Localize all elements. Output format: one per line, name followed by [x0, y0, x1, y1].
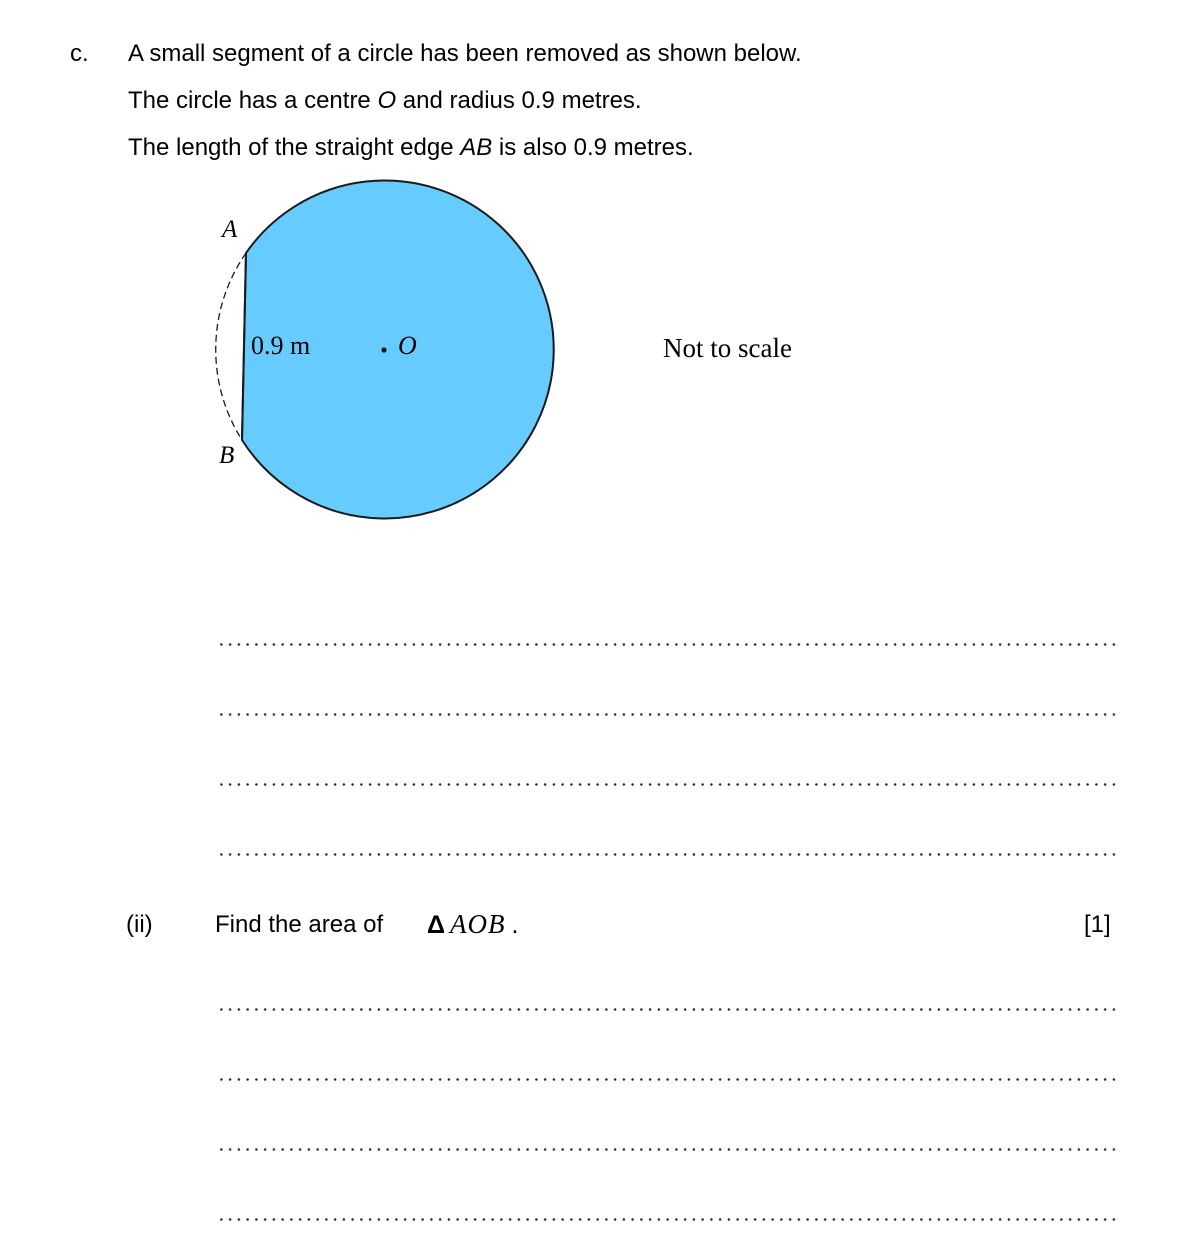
answer-line[interactable]	[217, 783, 1119, 786]
centre-label: O	[377, 87, 397, 114]
edge-label: AB	[460, 134, 493, 161]
not-to-scale-note: Not to scale	[663, 333, 792, 363]
point-b-label: B	[219, 442, 235, 469]
centre-o-label: O	[398, 331, 417, 360]
sentence-end: .	[511, 911, 519, 939]
sub-question-label: (ii)	[126, 911, 153, 938]
answer-line[interactable]	[217, 1218, 1119, 1221]
question-line-3-end: is also 0.9 metres.	[492, 134, 694, 161]
answer-line[interactable]	[217, 713, 1119, 716]
question-line-1: A small segment of a circle has been removed as shown below.	[128, 40, 802, 67]
sub-question-text: Find the area of	[215, 911, 384, 938]
point-a-label: A	[222, 216, 238, 243]
question-line-2-start: The circle has a centre	[128, 87, 378, 114]
triangle-name: AOB	[449, 909, 506, 939]
answer-line[interactable]	[217, 1008, 1119, 1011]
question-line-3-start: The length of the straight edge	[128, 134, 461, 161]
part-label: c.	[70, 40, 89, 67]
answer-line[interactable]	[217, 643, 1119, 646]
answer-line[interactable]	[217, 853, 1119, 856]
removed-segment-arc	[216, 253, 246, 440]
question-line-2-end: and radius 0.9 metres.	[396, 87, 642, 114]
triangle-notation	[427, 909, 518, 940]
centre-point	[381, 347, 386, 352]
answer-line[interactable]	[217, 1148, 1119, 1151]
triangle-symbol: Δ	[427, 911, 445, 939]
chord-length-label: 0.9 m	[251, 331, 311, 360]
answer-line[interactable]	[217, 1078, 1119, 1081]
marks-allocation: [1]	[1084, 911, 1111, 938]
